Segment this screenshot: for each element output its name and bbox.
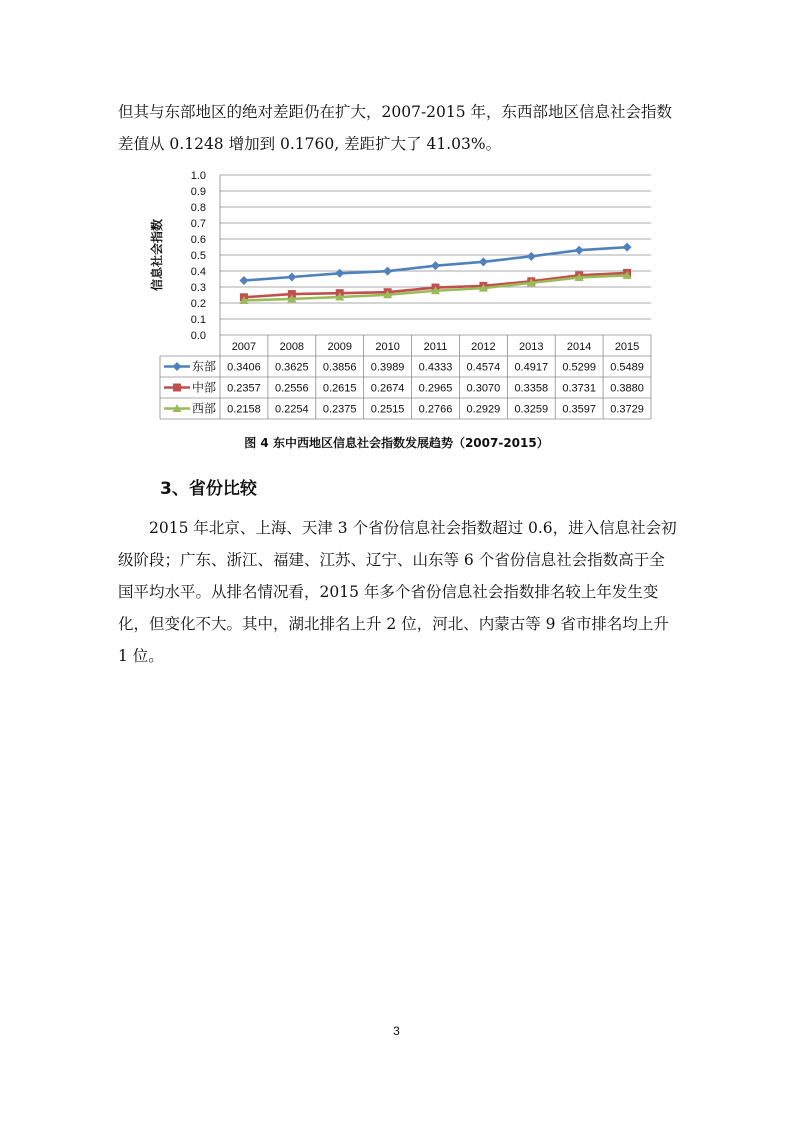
data-label: 0.2929 <box>466 403 501 416</box>
data-point <box>431 261 440 270</box>
y-tick-label: 0.4 <box>190 266 206 278</box>
data-label: 0.4917 <box>514 361 549 374</box>
legend-label: 中部 <box>192 380 217 395</box>
data-label: 0.2357 <box>227 382 261 395</box>
x-tick-label: 2010 <box>375 341 400 353</box>
y-tick-label: 0.6 <box>190 234 206 246</box>
x-tick-label: 2009 <box>327 341 352 353</box>
line-chart <box>145 165 655 423</box>
data-point <box>527 252 536 261</box>
paragraph-intro: 但其与东部地区的绝对差距仍在扩大，2007-2015 年，东西部地区信息社会指数差值从 0.1248 增加到 0.1760, 差距扩大了 41.03%。 <box>118 103 673 153</box>
data-label: 0.3989 <box>370 361 405 374</box>
data-label: 0.2766 <box>418 403 453 416</box>
x-tick-label: 2007 <box>231 341 257 353</box>
paragraph-province-comparison: 2015 年北京、上海、天津 3 个省份信息社会指数超过 0.6，进入信息社会初级阶段；广东、浙江、福建、江苏、辽宁、山东等 6 个省份信息社会指数高于全国平均水平。从排名情况看，2015 年多个省份信息社会指数排名较上年发生变化，但变化不大。其中，湖北排名上升 2 位，河北、内蒙古等 9 省市排名均上升 1 位。 <box>118 519 677 665</box>
legend-label: 西部 <box>192 401 217 416</box>
data-label: 0.5299 <box>562 361 596 374</box>
data-label: 0.2254 <box>275 403 309 416</box>
data-label: 0.3358 <box>514 382 549 395</box>
data-point <box>335 269 344 278</box>
data-label: 0.3406 <box>227 361 261 374</box>
y-tick-label: 1.0 <box>190 170 206 182</box>
legend-label: 东部 <box>192 359 217 374</box>
data-point <box>479 257 488 266</box>
data-label: 0.4333 <box>418 361 453 374</box>
data-label: 0.3597 <box>562 403 596 416</box>
data-label: 0.3070 <box>466 382 501 395</box>
data-label: 0.2158 <box>227 403 261 416</box>
y-tick-label: 0.5 <box>190 250 206 262</box>
y-tick-label: 0.1 <box>190 314 206 326</box>
x-tick-label: 2015 <box>614 341 640 353</box>
legend-marker <box>173 362 182 371</box>
data-label: 0.5489 <box>610 361 644 374</box>
section-heading: 3、省份比较 <box>160 479 257 499</box>
data-label: 0.3880 <box>610 382 644 395</box>
data-point <box>287 273 296 282</box>
y-tick-label: 0.0 <box>190 330 206 342</box>
data-label: 0.2556 <box>275 382 309 395</box>
data-label: 0.3729 <box>610 403 644 416</box>
y-tick-label: 0.8 <box>190 202 206 214</box>
data-label: 0.2674 <box>370 382 405 395</box>
data-label: 0.3259 <box>514 403 549 416</box>
data-point <box>575 246 584 255</box>
x-tick-label: 2014 <box>566 341 592 353</box>
y-axis-title: 信息社会指数 <box>150 218 164 292</box>
y-tick-label: 0.2 <box>190 298 206 310</box>
data-label: 0.3856 <box>322 361 357 374</box>
y-tick-label: 0.3 <box>190 282 206 294</box>
x-tick-label: 2012 <box>471 341 496 353</box>
data-label: 0.2615 <box>322 382 357 395</box>
data-label: 0.2375 <box>322 403 357 416</box>
data-label: 0.2965 <box>418 382 453 395</box>
data-label: 0.3625 <box>275 361 309 374</box>
legend-marker <box>173 384 181 392</box>
data-point <box>239 276 248 285</box>
page-number: 3 <box>393 1024 400 1038</box>
data-point <box>623 243 632 252</box>
figure-caption: 图 4 东中西地区信息社会指数发展趋势（2007-2015） <box>244 436 549 450</box>
x-tick-label: 2008 <box>279 341 305 353</box>
data-label: 0.4574 <box>466 361 501 374</box>
y-tick-label: 0.9 <box>190 186 206 198</box>
data-label: 0.3731 <box>562 382 596 395</box>
y-tick-label: 0.7 <box>190 218 206 230</box>
x-tick-label: 2011 <box>423 341 448 353</box>
data-point <box>383 267 392 276</box>
x-tick-label: 2013 <box>519 341 544 353</box>
data-label: 0.2515 <box>370 403 405 416</box>
